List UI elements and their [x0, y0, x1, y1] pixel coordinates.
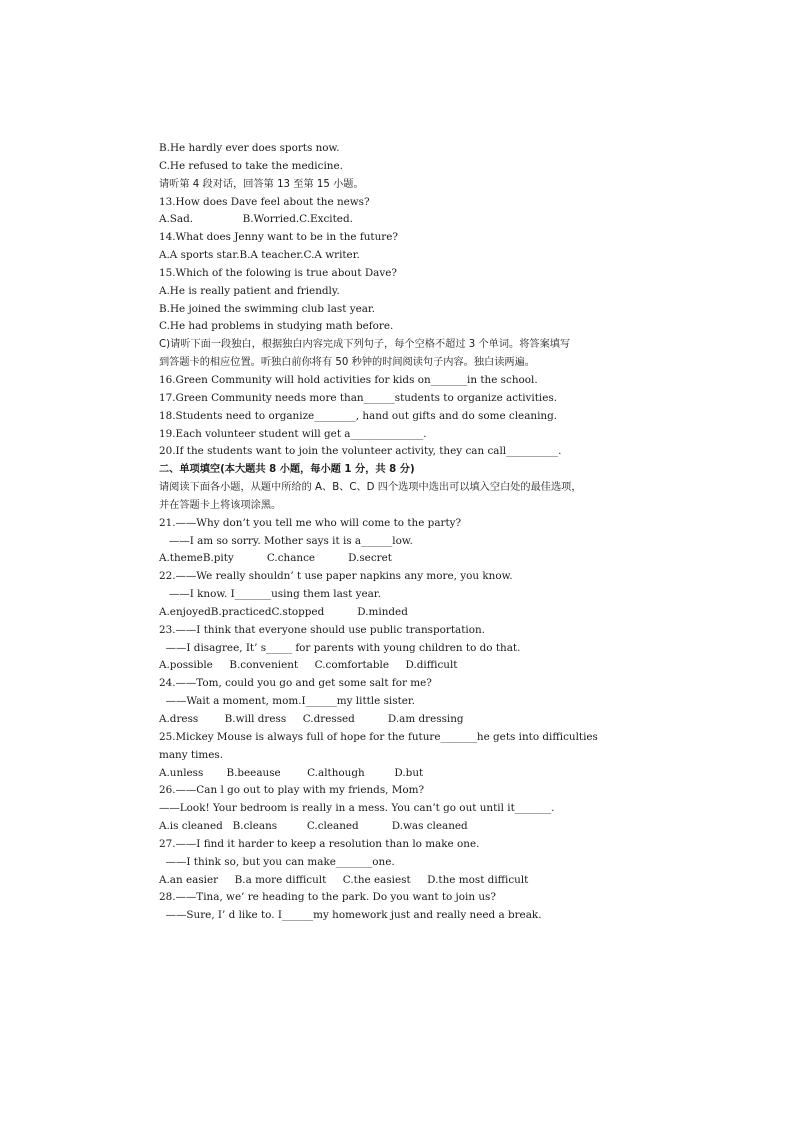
text-line: 18.Students need to organize________, hand out gifts and do some cleaning. — [159, 409, 558, 422]
text-line: A.A sports star.B.A teacher.C.A writer. — [159, 249, 360, 262]
text-line: A.themeB.pity C.chance D.secret — [159, 552, 392, 565]
text-line: A.Sad. B.Worried.C.Excited. — [159, 213, 353, 226]
text-line: A.dress B.will dress C.dressed D.am dressing — [159, 713, 464, 725]
text-line: A.He is really patient and friendly. — [159, 284, 340, 297]
text-line: A.is cleaned B.cleans C.cleaned D.was cleaned — [159, 820, 468, 833]
text-line: C)请听下面一段独白，根据独白内容完成下列句子，每个空格不超过 3 个单词。将答案填写 — [159, 339, 571, 351]
text-line: 21.——Why don’t you tell me who will come to the party? — [159, 516, 462, 529]
text-line: 16.Green Community will hold activities for kids on_______in the school. — [159, 373, 538, 386]
text-line: ——I think so, but you can make_______one. — [159, 855, 395, 868]
exam-text-block — [159, 140, 639, 925]
text-line: 13.How does Dave feel about the news? — [159, 195, 370, 208]
text-line: 26.——Can l go out to play with my friends, Mom? — [159, 784, 425, 797]
text-line: 25.Mickey Mouse is always full of hope for the future_______he gets into difficulties — [159, 730, 598, 743]
text-line: 15.Which of the folowing is true about Dave? — [159, 266, 397, 279]
text-line: 23.——I think that everyone should use public transportation. — [159, 623, 485, 636]
text-line: ——Look! Your bedroom is really in a mess. You can’t go out until it_______. — [159, 802, 555, 815]
text-line: ——I disagree, It’ s_____ for parents with young children to do that. — [159, 641, 521, 654]
text-line: 22.——We really shouldn’ t use paper napkins any more, you know. — [159, 570, 513, 583]
text-line: 24.——Tom, could you go and get some salt for me? — [159, 677, 432, 690]
text-line: 20.If the students want to join the volunteer activity, they can call__________. — [159, 445, 562, 458]
text-line: 请阅读下面各小题，从题中所给的 A、B、C、D 四个选项中选出可以填入空白处的最佳选项， — [159, 482, 582, 494]
text-line: A.unless B.beeause C.although D.but — [159, 766, 424, 779]
text-line: B.He hardly ever does sports now. — [159, 142, 340, 154]
text-line: 到答题卡的相应位置。听独白前你将有 50 秒钟的时间阅读句子内容。独白读两遍。 — [159, 357, 535, 369]
text-line: 请听第 4 段对话，回答第 13 至第 15 小题。 — [159, 178, 364, 190]
text-line: A.an easier B.a more difficult C.the easiest D.the most difficult — [159, 873, 529, 886]
text-line: 二、单项填空(本大题共 8 小题，每小题 1 分，共 8 分) — [159, 464, 415, 476]
text-line: ——Sure, I’ d like to. I______my homework just and really need a break. — [159, 909, 542, 922]
text-line: C.He refused to take the medicine. — [159, 159, 343, 172]
text-line: 27.——I find it harder to keep a resolution than lo make one. — [159, 837, 480, 850]
text-line: 14.What does Jenny want to be in the future? — [159, 231, 398, 244]
text-line: A.enjoyedB.practicedC.stopped D.minded — [159, 605, 408, 618]
text-line: C.He had problems in studying math before. — [159, 320, 394, 333]
text-line: many times. — [159, 748, 224, 761]
text-line: B.He joined the swimming club last year. — [159, 302, 376, 315]
text-line: ——I am so sorry. Mother says it is a______low. — [159, 534, 413, 547]
text-line: 并在答题卡上将该项涂黑。 — [159, 499, 282, 511]
text-line: 19.Each volunteer student will get a______________. — [159, 427, 427, 440]
text-line: 17.Green Community needs more than______students to organize activities. — [159, 391, 558, 404]
text-line: ——I know. I_______using them last year. — [159, 588, 381, 601]
text-line: A.possible B.convenient C.comfortable D.difficult — [159, 659, 458, 672]
text-line: ——Wait a moment, mom.I______my little sister. — [159, 695, 416, 708]
text-line: 28.——Tina, we’ re heading to the park. Do you want to join us? — [159, 891, 496, 904]
